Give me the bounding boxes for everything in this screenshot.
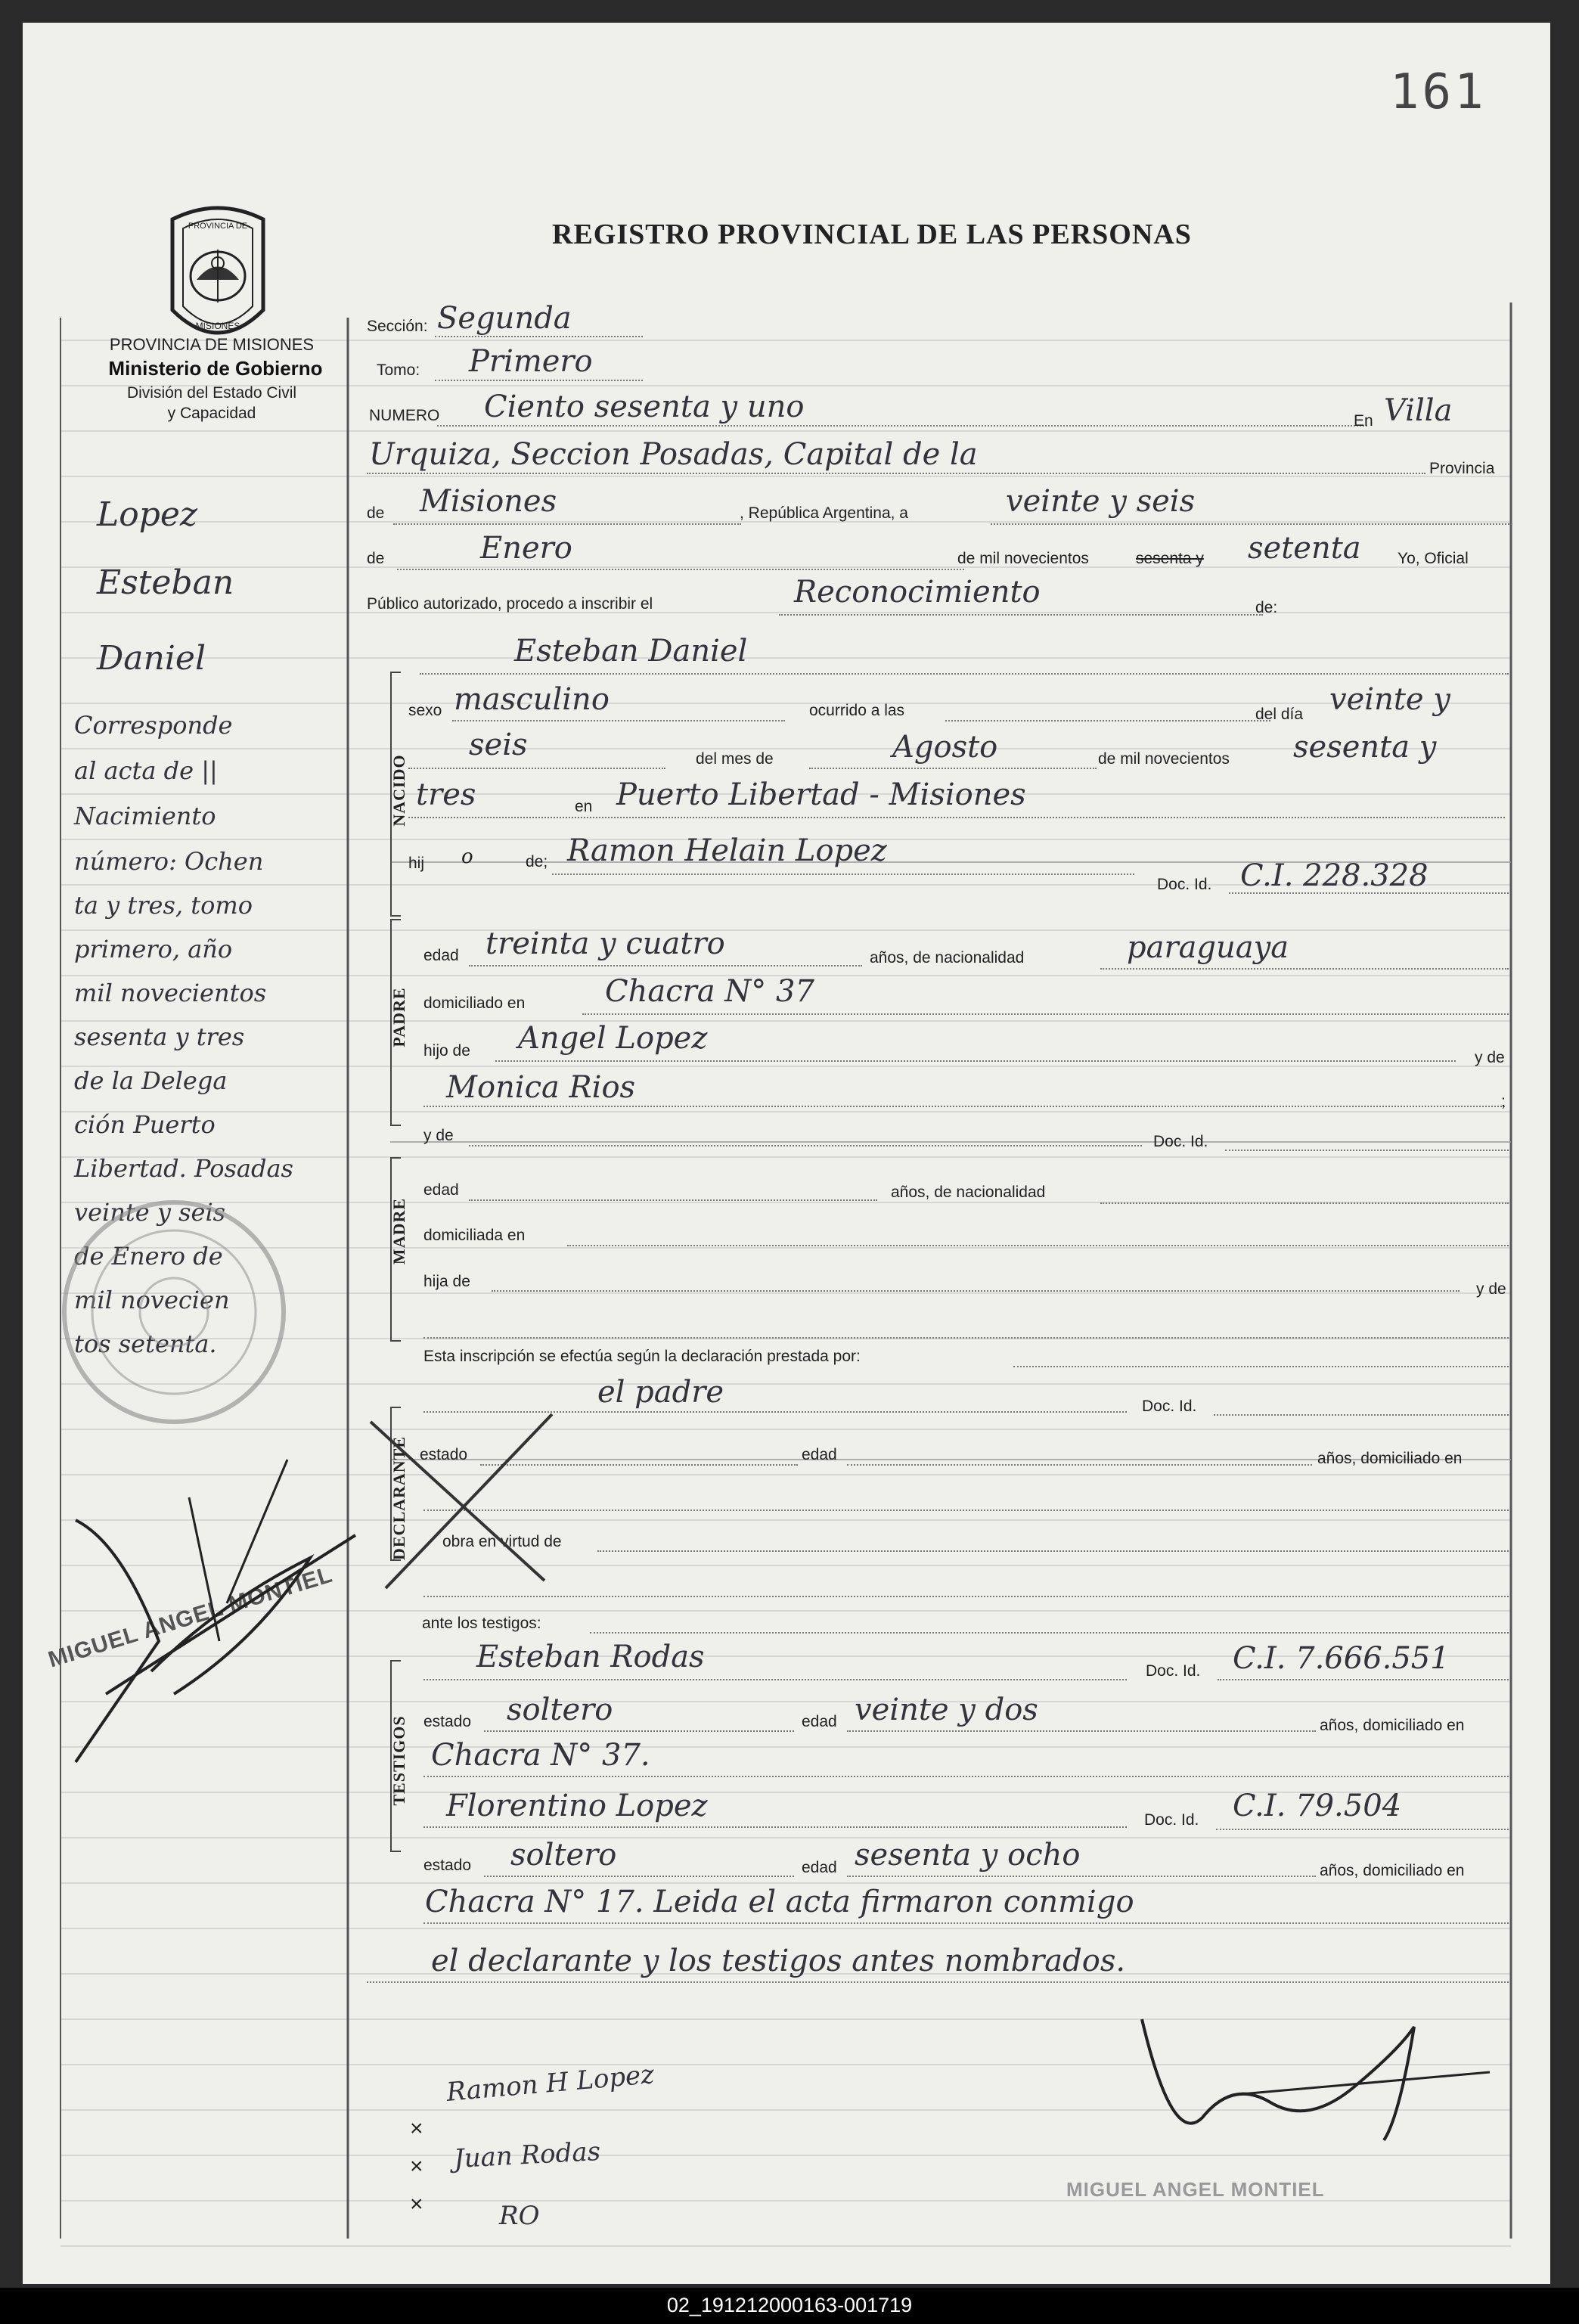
- label-ocurrido: ocurrido a las: [809, 702, 905, 719]
- label-sesenta-struck: sesenta y: [1136, 550, 1204, 567]
- label-domiciliada-madre: domiciliada en: [423, 1227, 526, 1244]
- page-title: REGISTRO PROVINCIAL DE LAS PERSONAS: [552, 219, 1192, 250]
- label-numero: NUMERO: [369, 407, 440, 424]
- margin-note-line: ta y tres, tomo: [74, 891, 253, 920]
- value-numero: Ciento sesenta y uno: [484, 389, 805, 424]
- label-domiciliado-padre: domiciliado en: [423, 994, 526, 1012]
- label-hij-suffix: o: [461, 846, 473, 868]
- footer-id: 02_191212000163-001719: [666, 2294, 913, 2316]
- value-padre-hijo-de: Angel Lopez: [518, 1021, 708, 1056]
- division-line2: y Capacidad: [167, 405, 256, 422]
- section-label-padre: PADRE: [389, 987, 408, 1047]
- label-inscripcion: Esta inscripción se efectúa según la declaración prestada por:: [423, 1348, 861, 1365]
- label-y-de-padre: y de: [1475, 1049, 1505, 1066]
- value-nombre: Esteban Daniel: [514, 634, 748, 669]
- dotted-line: [590, 1632, 1509, 1634]
- label-publico: Público autorizado, procedo a inscribir el: [367, 595, 653, 613]
- value-testigo1-dom: Chacra N° 37.: [431, 1738, 650, 1773]
- value-seccion: Segunda: [437, 301, 572, 336]
- value-anio: setenta: [1248, 531, 1361, 566]
- margin-note-line: veinte y seis: [74, 1198, 226, 1227]
- value-padre-nombre: Ramon Helain Lopez: [567, 833, 887, 868]
- page-number: 161: [1390, 64, 1487, 120]
- label-estado-decl: estado: [420, 1446, 468, 1463]
- margin-note-line: de la Delega: [74, 1066, 228, 1095]
- signature-initials: RO: [499, 2201, 540, 2231]
- label-edad-padre: edad: [423, 947, 459, 964]
- dotted-line: [469, 965, 862, 967]
- label-de-hij: de;: [526, 853, 548, 870]
- value-padre-madre: Monica Rios: [446, 1070, 636, 1105]
- dotted-line: [847, 1730, 1316, 1732]
- value-padre-edad: treinta y cuatro: [485, 926, 725, 961]
- value-anio-nac2: tres: [416, 777, 476, 812]
- label-anios-dom-t2: años, domiciliado en: [1320, 1862, 1465, 1879]
- dotted-line: [423, 1826, 1127, 1828]
- footer-bar: [0, 2288, 1579, 2324]
- round-seal-stamp: [49, 1187, 299, 1437]
- value-cierre: el declarante y los testigos antes nombrados.: [431, 1944, 1126, 1978]
- label-del-dia: del día: [1255, 706, 1304, 723]
- label-yo-oficial: Yo, Oficial: [1398, 550, 1469, 567]
- dotted-line: [423, 1510, 1509, 1511]
- value-testigo2: Florentino Lopez: [446, 1789, 708, 1823]
- margin-note-line: de Enero de: [74, 1242, 223, 1271]
- value-testigo1-edad: veinte y dos: [855, 1693, 1038, 1727]
- label-seccion: Sección:: [367, 318, 428, 335]
- dotted-line: [582, 1013, 1509, 1015]
- official-name-stamp: MIGUEL ANGEL MONTIEL: [45, 1562, 336, 1673]
- value-padre-dom: Chacra N° 37: [605, 974, 814, 1009]
- dotted-line: [1225, 1150, 1509, 1151]
- dotted-line: [423, 1596, 1509, 1597]
- label-de-1: de: [367, 504, 385, 522]
- label-provincia: Provincia: [1429, 460, 1495, 477]
- dotted-line: [423, 1776, 1509, 1777]
- label-edad-t1: edad: [802, 1713, 837, 1730]
- value-anio-nac: sesenta y: [1293, 730, 1437, 765]
- label-en: En: [1354, 412, 1373, 430]
- margin-note-line: mil novecien: [74, 1286, 230, 1314]
- label-estado-t2: estado: [423, 1857, 472, 1874]
- label-hija-de: hija de: [423, 1273, 470, 1290]
- dotted-line: [1214, 1414, 1509, 1416]
- dotted-line: [408, 817, 1505, 818]
- signature-marks: × × ×: [410, 2116, 423, 2217]
- division-line1: División del Estado Civil: [126, 384, 297, 402]
- section-label-madre: MADRE: [389, 1197, 408, 1265]
- margin-note-line: Daniel: [97, 639, 206, 678]
- label-sexo: sexo: [408, 702, 442, 719]
- value-lugar-line2: Urquiza, Seccion Posadas, Capital de la: [369, 437, 978, 472]
- label-de-colon: de:: [1255, 599, 1278, 616]
- margin-note-line: Libertad. Posadas: [74, 1154, 293, 1183]
- dotted-line: [945, 720, 1270, 721]
- dotted-line: [552, 873, 1134, 875]
- value-dia: veinte y seis: [1006, 484, 1196, 519]
- svg-text:MISIONES: MISIONES: [195, 321, 240, 331]
- value-tomo: Primero: [469, 344, 593, 379]
- label-semicolon: ;: [1501, 1093, 1506, 1110]
- section-label-declarante: DECLARANTE: [389, 1435, 408, 1560]
- margin-note-line: Nacimiento: [74, 802, 216, 830]
- label-anios-dom-decl: años, domiciliado en: [1317, 1450, 1463, 1467]
- dotted-line: [423, 1106, 1505, 1107]
- margin-note-line: Corresponde: [74, 711, 233, 740]
- value-acto: Reconocimiento: [794, 575, 1041, 610]
- dotted-line: [495, 1060, 1456, 1062]
- dotted-line: [452, 720, 785, 721]
- dotted-line: [567, 1245, 1509, 1246]
- value-mes-nac: Agosto: [892, 730, 998, 765]
- value-testigo1-estado: soltero: [507, 1693, 613, 1727]
- margin-note-line: primero, año: [74, 935, 233, 963]
- dotted-line: [393, 523, 741, 525]
- signature-juan: Juan Rodas: [453, 2136, 601, 2175]
- margin-note-line: sesenta y tres: [74, 1022, 245, 1051]
- margin-note-line: mil novecientos: [74, 979, 267, 1007]
- label-del-mes: del mes de: [696, 750, 774, 768]
- ministry-name: Ministerio de Gobierno: [108, 357, 323, 380]
- value-testigo2-doc: C.I. 79.504: [1233, 1789, 1402, 1823]
- dotted-line: [484, 1730, 794, 1732]
- signature-ramon: Ramon H Lopez: [445, 2059, 656, 2108]
- dotted-line: [597, 1550, 1509, 1552]
- dotted-line: [420, 673, 1509, 675]
- label-anios-dom-t1: años, domiciliado en: [1320, 1717, 1465, 1734]
- value-testigo1: Esteban Rodas: [476, 1640, 705, 1674]
- label-doc-id-5: Doc. Id.: [1144, 1811, 1199, 1829]
- value-declarante: el padre: [597, 1375, 724, 1410]
- label-doc-id-2: Doc. Id.: [1153, 1133, 1208, 1150]
- label-de-2: de: [367, 550, 385, 567]
- cancel-cross-mark: [355, 1399, 567, 1596]
- margin-note-line: Lopez: [97, 495, 198, 534]
- margin-note-line: número: Ochen: [74, 847, 264, 876]
- value-mes: Enero: [480, 531, 572, 566]
- svg-text:PROVINCIA DE: PROVINCIA DE: [188, 222, 248, 231]
- dotted-line: [469, 1145, 1142, 1146]
- dotted-line: [367, 1981, 1509, 1983]
- dotted-line: [991, 523, 1512, 525]
- section-label-nacido: NACIDO: [389, 754, 408, 827]
- label-anios-nac-padre: años, de nacionalidad: [870, 949, 1025, 967]
- document-page: [23, 23, 1550, 2284]
- dotted-line: [779, 614, 1263, 616]
- dotted-line: [423, 1679, 1127, 1680]
- dotted-line: [847, 1876, 1316, 1877]
- value-de-provincia: Misiones: [420, 484, 557, 519]
- margin-note-line: tos setenta.: [74, 1330, 217, 1358]
- label-doc-id-1: Doc. Id.: [1157, 876, 1212, 893]
- dotted-line: [1013, 1366, 1509, 1367]
- value-lugar-nac: Puerto Libertad - Misiones: [616, 777, 1026, 812]
- dotted-line: [423, 1337, 1509, 1339]
- dotted-line: [809, 768, 1097, 769]
- section-label-testigos: TESTIGOS: [389, 1715, 408, 1806]
- dotted-line: [484, 1876, 794, 1877]
- value-testigo2-estado: soltero: [510, 1838, 617, 1873]
- dotted-line: [1216, 1829, 1509, 1830]
- label-de-mil-nac: de mil novecientos: [1098, 750, 1230, 768]
- dotted-line: [408, 768, 665, 769]
- bottom-faded-stamp: MIGUEL ANGEL MONTIEL: [1066, 2178, 1325, 2201]
- dotted-line: [1100, 968, 1509, 970]
- label-anios-nac-madre: años, de nacionalidad: [891, 1184, 1046, 1201]
- misiones-emblem-icon: [157, 197, 278, 355]
- label-hij: hij: [408, 855, 425, 872]
- label-de-mil: de mil novecientos: [957, 550, 1089, 567]
- value-padre-nac: paraguaya: [1127, 930, 1289, 965]
- dotted-line: [397, 569, 964, 570]
- dotted-line: [437, 425, 1367, 427]
- province-name: PROVINCIA DE MISIONES: [109, 335, 315, 354]
- value-testigo2-dom: Chacra N° 17. Leida el acta firmaron conmigo: [425, 1885, 1134, 1919]
- margin-note-line: Esteban: [97, 563, 234, 602]
- label-republica: , República Argentina, a: [740, 504, 908, 522]
- label-doc-id-4: Doc. Id.: [1146, 1662, 1201, 1680]
- dotted-line: [435, 380, 643, 381]
- label-tomo: Tomo:: [377, 361, 420, 379]
- large-signature-scribble: [60, 1444, 378, 1777]
- value-sexo: masculino: [454, 682, 610, 717]
- label-hijo-de: hijo de: [423, 1042, 470, 1060]
- dotted-line: [469, 1199, 877, 1201]
- label-y-de-madre: y de: [1476, 1280, 1506, 1298]
- label-edad-t2: edad: [802, 1859, 837, 1876]
- label-edad-madre: edad: [423, 1181, 459, 1199]
- dotted-line: [492, 1290, 1460, 1292]
- value-dia-nac: veinte y: [1329, 682, 1450, 717]
- dotted-line: [423, 1922, 1509, 1924]
- margin-note-line: ción Puerto: [74, 1110, 216, 1139]
- value-en: Villa: [1384, 393, 1453, 428]
- value-testigo2-edad: sesenta y ocho: [855, 1838, 1081, 1873]
- margin-note-line: al acta de ||: [74, 756, 218, 785]
- value-padre-doc: C.I. 228.328: [1240, 858, 1429, 893]
- official-signature: [1081, 2004, 1505, 2170]
- value-dia-nac2: seis: [469, 728, 528, 762]
- label-en-nac: en: [575, 798, 593, 815]
- value-testigo1-doc: C.I. 7.666.551: [1233, 1641, 1450, 1676]
- label-ante-testigos: ante los testigos:: [422, 1615, 541, 1632]
- label-obra: obra en virtud de: [442, 1533, 562, 1550]
- dotted-line: [367, 473, 1425, 474]
- dotted-line: [847, 1464, 1312, 1466]
- label-estado-t1: estado: [423, 1713, 472, 1730]
- label-edad-decl: edad: [802, 1446, 837, 1463]
- dotted-line: [435, 336, 643, 337]
- label-doc-id-3: Doc. Id.: [1142, 1398, 1197, 1415]
- dotted-line: [1218, 1679, 1509, 1680]
- dotted-line: [1100, 1202, 1509, 1204]
- label-y-de-start: y de: [423, 1127, 454, 1144]
